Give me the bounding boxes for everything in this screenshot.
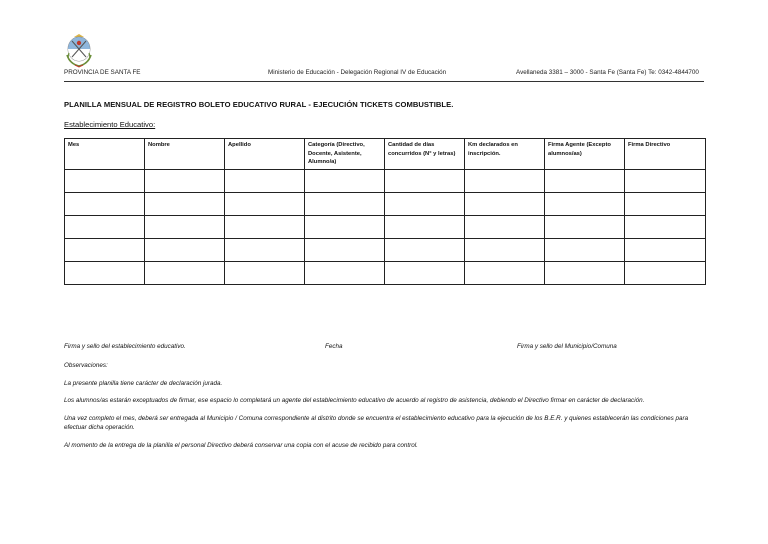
table-cell[interactable]	[545, 238, 625, 261]
table-cell[interactable]	[545, 261, 625, 284]
column-header-km: Km declarados en inscripción.	[465, 139, 545, 170]
observation-item: Los alumnos/as estarán exceptuados de firmar, ese espacio lo completará un agente del establecimiento educativo de acuerdo al registro de asistencia, debiendo el Directivo firmar en carácter de declaración.	[64, 397, 645, 405]
table-cell[interactable]	[385, 169, 465, 192]
table-cell[interactable]	[225, 238, 305, 261]
table-cell[interactable]	[65, 169, 145, 192]
table-cell[interactable]	[545, 169, 625, 192]
table-cell[interactable]	[145, 192, 225, 215]
table-cell[interactable]	[145, 169, 225, 192]
document-title: PLANILLA MENSUAL DE REGISTRO BOLETO EDUCATIVO RURAL - EJECUCIÓN TICKETS COMBUSTIBLE.	[64, 100, 454, 109]
table-cell[interactable]	[625, 261, 706, 284]
establishment-label: Establecimiento Educativo:	[64, 120, 156, 129]
province-seal-icon	[64, 31, 94, 68]
table-cell[interactable]	[625, 169, 706, 192]
table-row	[65, 192, 706, 215]
column-header-mes: Mes	[65, 139, 145, 170]
table-cell[interactable]	[305, 215, 385, 238]
observations	[64, 361, 704, 459]
header-address: Avellaneda 3381 – 3000 - Santa Fe (Santa Fe) Te: 0342-4844700	[516, 69, 699, 76]
table-cell[interactable]	[465, 261, 545, 284]
table-cell[interactable]	[65, 192, 145, 215]
table-cell[interactable]	[305, 192, 385, 215]
table-cell[interactable]	[385, 238, 465, 261]
signature-establishment: Firma y sello del establecimiento educativo.	[64, 343, 186, 350]
table-cell[interactable]	[65, 215, 145, 238]
observation-item: La presente planilla tiene carácter de declaración jurada.	[64, 379, 223, 387]
column-header-firma-agente: Firma Agente (Excepto alumnos/as)	[545, 139, 625, 170]
column-header-apellido: Apellido	[225, 139, 305, 170]
table-cell[interactable]	[465, 215, 545, 238]
table-cell[interactable]	[225, 261, 305, 284]
table-row	[65, 169, 706, 192]
table-cell[interactable]	[65, 261, 145, 284]
column-header-nombre: Nombre	[145, 139, 225, 170]
signature-municipality: Firma y sello del Municipio/Comuna	[517, 343, 617, 350]
table-cell[interactable]	[385, 192, 465, 215]
table-cell[interactable]	[65, 238, 145, 261]
table-cell[interactable]	[385, 215, 465, 238]
table-cell[interactable]	[625, 192, 706, 215]
register-table	[64, 138, 706, 285]
table-cell[interactable]	[145, 215, 225, 238]
table-cell[interactable]	[625, 215, 706, 238]
table-cell[interactable]	[305, 238, 385, 261]
column-header-categoria: Categoría (Directivo, Docente, Asistente, Alumno/a)	[305, 139, 385, 170]
table-cell[interactable]	[465, 192, 545, 215]
table-row	[65, 261, 706, 284]
table-cell[interactable]	[545, 192, 625, 215]
table-cell[interactable]	[145, 261, 225, 284]
observation-item: Al momento de la entrega de la planilla el personal Directivo deberá conservar una copia con el acuse de recibido para control.	[64, 441, 418, 449]
column-header-firma-directivo: Firma Directivo	[625, 139, 706, 170]
table-cell[interactable]	[145, 238, 225, 261]
column-header-cantidad-dias: Cantidad de días concurridos (N° y letras)	[385, 139, 465, 170]
header-province: PROVINCIA DE SANTA FE	[64, 69, 141, 76]
table-cell[interactable]	[625, 238, 706, 261]
table-cell[interactable]	[465, 238, 545, 261]
header-ministry: Ministerio de Educación - Delegación Regional IV de Educación	[268, 69, 447, 76]
table-header-row	[65, 139, 706, 170]
observations-heading: Observaciones:	[64, 362, 108, 369]
signature-date: Fecha	[325, 343, 343, 350]
table-row	[65, 215, 706, 238]
table-cell[interactable]	[305, 169, 385, 192]
table-cell[interactable]	[465, 169, 545, 192]
table-cell[interactable]	[225, 169, 305, 192]
table-cell[interactable]	[225, 192, 305, 215]
table-cell[interactable]	[305, 261, 385, 284]
table-cell[interactable]	[385, 261, 465, 284]
table-cell[interactable]	[225, 215, 305, 238]
table-row	[65, 238, 706, 261]
observation-item: Una vez completo el mes, deberá ser entregada al Municipio / Comuna correspondiente al distrito donde se encuentra el establecimiento educativo para la ejecución de los B.E.R. y quienes establecerán las condiciones para efectuar dicha operación.	[64, 414, 689, 432]
table-cell[interactable]	[545, 215, 625, 238]
header-divider	[64, 81, 704, 82]
